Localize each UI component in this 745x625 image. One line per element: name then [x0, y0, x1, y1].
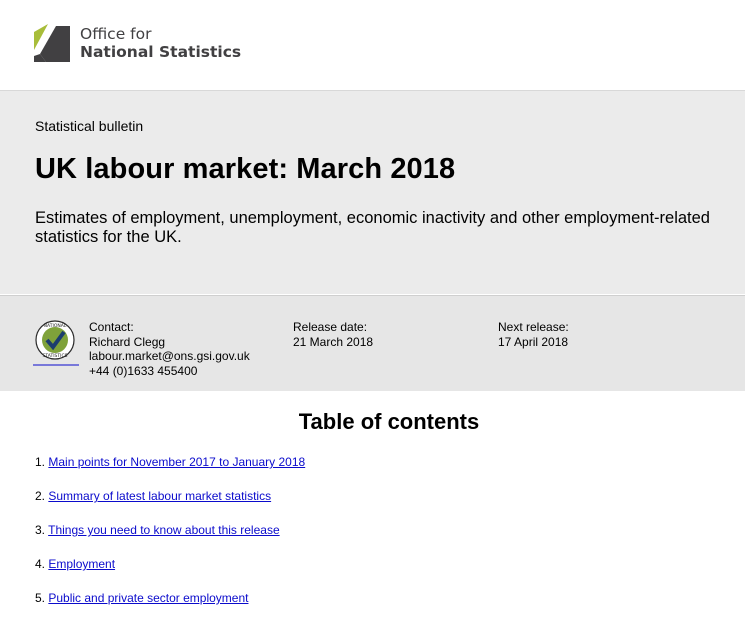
- bulletin-header: [0, 90, 745, 294]
- logo-line-2: National Statistics: [80, 43, 242, 61]
- release-meta: [0, 295, 745, 391]
- logo-wordmark: [80, 25, 241, 61]
- toc-link-summary[interactable]: Summary of latest labour market statistics: [48, 489, 272, 503]
- svg-text:STATISTICS: STATISTICS: [42, 354, 68, 359]
- toc-item-number: 4.: [35, 557, 46, 571]
- svg-text:NATIONAL: NATIONAL: [43, 324, 67, 329]
- toc-link-things-to-know[interactable]: Things you need to know about this release: [48, 523, 280, 537]
- ons-logo-icon: [34, 24, 70, 62]
- toc-item: [35, 523, 305, 557]
- bulletin-summary: Estimates of employment, unemployment, economic inactivity and other employment-related statistics for the UK.: [35, 209, 710, 246]
- toc-item-number: 3.: [35, 523, 46, 537]
- bulletin-kicker: Statistical bulletin: [35, 118, 144, 134]
- ons-logo[interactable]: [34, 22, 241, 64]
- toc-link-main-points[interactable]: Main points for November 2017 to January 2018: [48, 455, 306, 469]
- toc-item-number: 2.: [35, 489, 46, 503]
- toc-item: [35, 591, 305, 625]
- contact-block: [89, 320, 250, 378]
- toc-item: [35, 489, 305, 523]
- toc-title: Table of contents: [298, 409, 480, 434]
- contact-label: Contact:: [89, 320, 134, 334]
- release-date-block: [293, 320, 373, 349]
- page-title: UK labour market: March 2018: [35, 153, 456, 185]
- next-release-value: 17 April 2018: [498, 334, 569, 349]
- contact-phone: +44 (0)1633 455400: [89, 363, 198, 378]
- toc-item: [35, 557, 305, 591]
- release-date-value: 21 March 2018: [293, 334, 374, 349]
- release-date-label: Release date:: [293, 320, 368, 334]
- toc-link-public-private[interactable]: Public and private sector employment: [48, 591, 249, 605]
- logo-line-1: Office for: [80, 25, 152, 43]
- next-release-label: Next release:: [498, 320, 569, 334]
- toc-item: [35, 455, 305, 489]
- contact-email[interactable]: labour.market@ons.gsi.gov.uk: [89, 349, 250, 363]
- toc-item-number: 1.: [35, 455, 46, 469]
- contact-name: Richard Clegg: [89, 334, 166, 349]
- toc-item-number: 5.: [35, 591, 46, 605]
- toc-link-employment[interactable]: Employment: [48, 557, 116, 571]
- next-release-block: [498, 320, 569, 349]
- table-of-contents: [35, 455, 305, 625]
- national-statistics-badge-icon[interactable]: [33, 318, 79, 368]
